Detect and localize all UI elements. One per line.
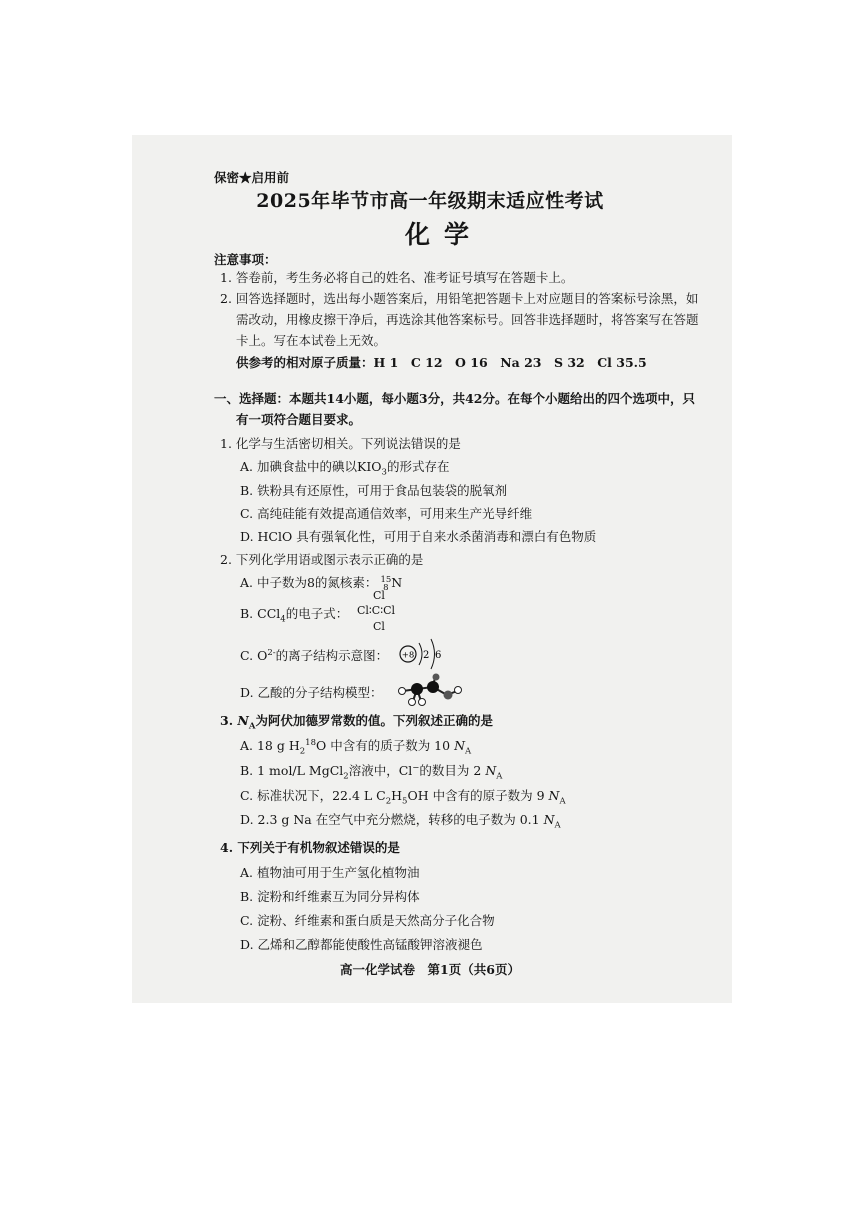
subject-title: 化学: [404, 220, 483, 249]
nuclide-notation: 15 8: [380, 574, 392, 593]
shell-2-electrons: 6: [435, 650, 442, 661]
q3-stem: 3. $N_A$为阿伏加德罗常数的值。下列叙述正确的是: [220, 713, 493, 732]
q1-option-c: C. 高纯硅能有效提高通信效率，可用来生产光导纤维: [240, 506, 533, 521]
shell-arc-1: [419, 643, 422, 665]
page-footer: 高一化学试卷 第1页（共6页）: [340, 962, 520, 977]
q1-option-d: D. HClO 具有强氧化性，可用于自来水杀菌消毒和漂白有色物质: [240, 529, 597, 544]
q4-stem: 4. 下列关于有机物叙述错误的是: [220, 840, 400, 855]
q3-option-b: B. 1 mol/L MgCl$_2$溶液中，Cl−的数目为 2 $N_A$: [240, 762, 503, 782]
shell-1-electrons: 2: [423, 650, 430, 661]
q3-option-d: D. 2.3 g Na 在空气中充分燃烧，转移的电子数为 0.1 $N_A$: [240, 812, 561, 831]
q1-option-b: B. 铁粉具有还原性，可用于食品包装袋的脱氧剂: [240, 483, 508, 498]
secret-mark: 保密★启用前: [214, 170, 290, 185]
q3-option-a: A. 18 g $H_2^{18}O$ 中含有的质子数为 10 $N_A$: [240, 737, 472, 757]
ccl4-bottom-cl: Cl: [373, 620, 385, 633]
q3-option-c: C. 标准状况下，22.4 L $C_2H_5OH$ 中含有的原子数为 9 $N_A$: [240, 788, 566, 807]
note-item-1: 1. 答卷前，考生务必将自己的姓名、准考证号填写在答题卡上。: [220, 270, 574, 285]
o2-ion-structure-diagram: [398, 637, 448, 671]
q1-option-a: A. 加碘食盐中的碘以$KIO_3$的形式存在: [240, 459, 450, 478]
note-item-2-line-3: 卡上。写在本试卷上无效。: [236, 333, 387, 348]
q2-stem: 2. 下列化学用语或图示表示正确的是: [220, 552, 424, 567]
q4-option-a: A. 植物油可用于生产氢化植物油: [240, 865, 420, 880]
exam-title: 2025年毕节市高一年级期末适应性考试: [256, 190, 604, 212]
note-item-2-line-1: 2. 回答选择题时，选出每小题答案后，用铅笔把答题卡上对应题目的答案标号涂黑，如: [220, 291, 699, 306]
q4-option-c: C. 淀粉、纤维素和蛋白质是天然高分子化合物: [240, 913, 495, 928]
q4-option-d: D. 乙烯和乙醇都能使酸性高锰酸钾溶液褪色: [240, 937, 483, 952]
section-1-line-2: 有一项符合题目要求。: [236, 412, 362, 427]
q2-option-d: D. 乙酸的分子结构模型：: [240, 685, 383, 700]
notes-heading: 注意事项：: [214, 252, 277, 267]
atomic-mass-line: 供参考的相对原子质量：H 1 C 12 O 16 Na 23 S 32 Cl 35.5: [236, 355, 647, 370]
q2-option-a: A. 中子数为8的氮核素： 15 8 N: [240, 574, 403, 593]
acetic-acid-model: [395, 673, 465, 707]
section-1-line-1: 一、选择题：本题共14小题，每小题3分，共42分。在每个小题给出的四个选项中，只: [214, 391, 695, 406]
q4-option-b: B. 淀粉和纤维素互为同分异构体: [240, 889, 420, 904]
note-item-2-line-2: 需改动，用橡皮擦干净后，再选涂其他答案标号。回答非选择题时，将答案写在答题: [236, 312, 699, 327]
ccl4-top-cl: Cl: [373, 589, 385, 602]
shell-arc-2: [431, 639, 435, 669]
ccl4-center-row: Cl∶C∶Cl: [357, 604, 396, 617]
nucleus-charge: +8: [401, 650, 415, 661]
q2-option-c: C. $O^{2-}$的离子结构示意图：: [240, 647, 389, 663]
q2-option-b: B. CCl$_4$的电子式：: [240, 606, 349, 625]
q1-stem: 1. 化学与生活密切相关。下列说法错误的是: [220, 436, 461, 451]
